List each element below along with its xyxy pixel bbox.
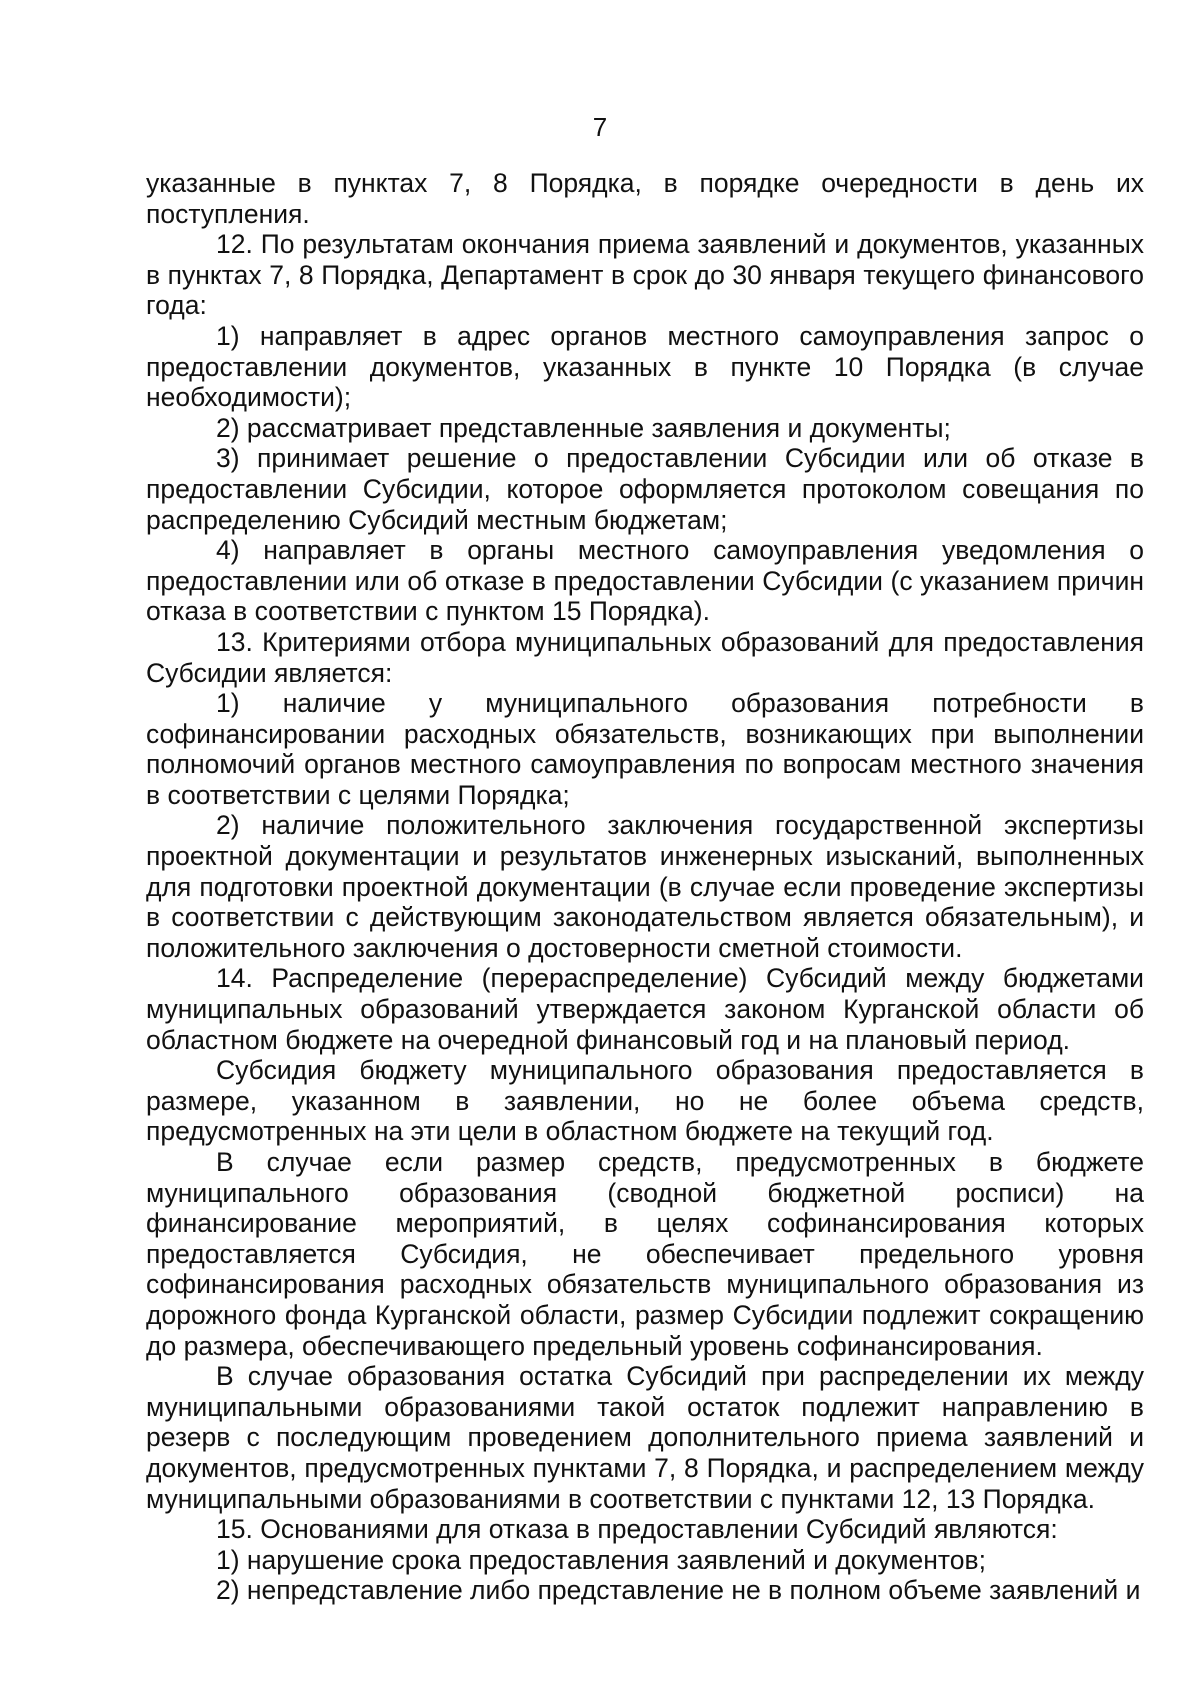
paragraph: 1) направляет в адрес органов местного самоуправления запрос о предоставлении документов, указанных в пункте 10 Порядка (в случае необходимости); bbox=[146, 320, 1144, 413]
paragraph: В случае если размер средств, предусмотренных в бюджете муниципального образования (сводной бюджетной росписи) на финансирование мероприятий, в целях софинансирования которых предоставляется Субсидия, не обеспечивает предельного уровня софинансирования расходных обязательств муниципального образования из дорожного фонда Курганской области, размер Субсидии подлежит сокращению до размера, обеспечивающего предельный уровень софинансирования. bbox=[146, 1147, 1144, 1361]
paragraph: 13. Критериями отбора муниципальных образований для предоставления Субсидии является: bbox=[146, 626, 1144, 688]
page-number: 7 bbox=[592, 112, 608, 142]
paragraph: 2) наличие положительного заключения государственной экспертизы проектной документации и результатов инженерных изысканий, выполненных для подготовки проектной документации (в случае если проведение экспертизы в соответствии с действующим законодательством является обязательным), и положительного заключения о достоверности сметной стоимости. bbox=[146, 810, 1144, 963]
document-body bbox=[146, 168, 1144, 1606]
paragraph: 12. По результатам окончания приема заявлений и документов, указанных в пунктах 7, 8 Порядка, Департамент в срок до 30 января текущего финансового года: bbox=[146, 229, 1144, 321]
paragraph: В случае образования остатка Субсидий при распределении их между муниципальными образованиями такой остаток подлежит направлению в резерв с последующим проведением дополнительного приема заявлений и документов, предусмотренных пунктами 7, 8 Порядка, и распределением между муниципальными образованиями в соответствии с пунктами 12, 13 Порядка. bbox=[146, 1361, 1144, 1514]
paragraph: 3) принимает решение о предоставлении Субсидии или об отказе в предоставлении Субсидии, которое оформляется протоколом совещания по распределению Субсидий местным бюджетам; bbox=[146, 443, 1144, 535]
paragraph: указанные в пунктах 7, 8 Порядка, в порядке очередности в день их поступления. bbox=[146, 168, 1144, 229]
paragraph: 4) направляет в органы местного самоуправления уведомления о предоставлении или об отказе в предоставлении Субсидии (с указанием причин отказа в соответствии с пунктом 15 Порядка). bbox=[146, 535, 1144, 627]
paragraph: 1) нарушение срока предоставления заявлений и документов; bbox=[216, 1544, 986, 1575]
paragraph: 14. Распределение (перераспределение) Субсидий между бюджетами муниципальных образований утверждается законом Курганской области об областном бюджете на очередной финансовый год и на плановый период. bbox=[146, 963, 1144, 1055]
paragraph: 2) рассматривает представленные заявления и документы; bbox=[216, 412, 951, 443]
paragraph: 2) непредставление либо представление не в полном объеме заявлений и bbox=[216, 1575, 1141, 1606]
paragraph: 1) наличие у муниципального образования потребности в софинансировании расходных обязательств, возникающих при выполнении полномочий органов местного самоуправления по вопросам местного значения в соответствии с целями Порядка; bbox=[146, 688, 1144, 810]
paragraph: Субсидия бюджету муниципального образования предоставляется в размере, указанном в заявлении, но не более объема средств, предусмотренных на эти цели в областном бюджете на текущий год. bbox=[146, 1055, 1144, 1147]
paragraph: 15. Основаниями для отказа в предоставлении Субсидий являются: bbox=[216, 1514, 1058, 1545]
